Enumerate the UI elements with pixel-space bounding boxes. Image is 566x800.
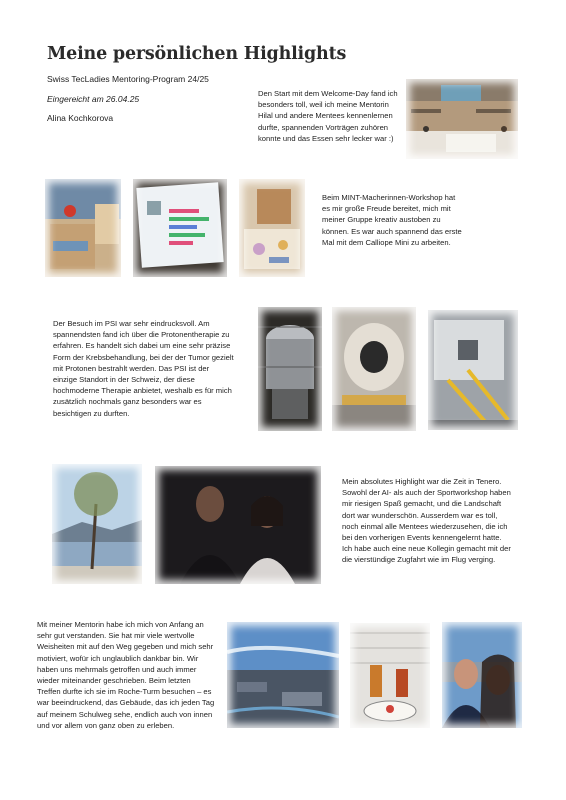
program-name: Swiss TecLadies Mentoring-Program 24/25 (47, 74, 209, 84)
author-name: Alina Kochkorova (47, 113, 114, 123)
psi-gantry-photo (428, 310, 518, 430)
tenero-night-selfie-photo (155, 466, 321, 584)
tenero-text: Mein absolutes Highlight war die Zeit in Tenero. Sowohl der AI- als auch der Sportworkshop haben mir riesigen Spaß gemacht, und die Landschaft dort war wunderschön. Ausserdem war es toll, noch einmal alle Mentees wiederzusehen, die ich bei den vorherigen Events kennengelernt hatte. Ich habe auch eine neue Kollegin gemacht mit der die vierstündige Zugfahrt wie im Flug verging. (342, 477, 511, 565)
welcome-day-text: Den Start mit dem Welcome-Day fand ich besonders toll, weil ich meine Mentorin Hilal und andere Mentees kennenlernen durfte, spannenden Vorträgen zuhören konnte und das Essen sehr lecker war :) (258, 89, 398, 143)
psi-treatment-room-photo (332, 307, 416, 431)
submission-date: Eingereicht am 26.04.25 (47, 94, 140, 104)
mentor-selfie-photo (442, 622, 522, 728)
tenero-lake-photo (52, 464, 142, 584)
mentor-text: Mit meiner Mentorin habe ich mich von Anfang an sehr gut verstanden. Sie hat mir viele wertvolle Weisheiten mit auf den Weg gegeben und mich sehr motiviert, wofür ich unglaublich dankbar bin. Wir haben uns mehrmals getroffen und auch immer wieder miteinander geschrieben. Beim letzten Treffen durfte ich sie im Roche-Turm besuchen – es war beeindruckend, das Gebäude, das ich jeden Tag auf meinem Schulweg sehe, endlich auch von innen und vor allem von ganz oben zu erleben. (37, 620, 215, 730)
workshop-boxes-photo (45, 179, 121, 277)
psi-machine-photo (258, 307, 322, 431)
roche-drinks-photo (350, 623, 430, 728)
page-title: Meine persönlichen Highlights (47, 44, 347, 64)
roche-tower-view-photo (227, 622, 339, 728)
welcome-day-hall-photo (406, 79, 518, 159)
calliope-coding-photo (133, 179, 227, 277)
workshop-text: Beim MINT-Macherinnen-Workshop hat es mir große Freude bereitet, mich mit meiner Gruppe kreativ austoben zu können. Es war auch spannend das erste Mal mit dem Calliope Mini zu arbeiten. (322, 193, 462, 247)
psi-visit-text: Der Besuch im PSI war sehr eindrucksvoll. Am spannendsten fand ich über die Protonentherapie zu erfahren. Es handelt sich dabei um eine sehr präzise Form der Krebsbehandlung, bei der der Tumor gezielt mit Protonen bestrahlt werden. Das PSI ist der einzige Standort in der Schweiz, der diese hochmoderne Therapie anbietet, weshalb es für mich zusätzlich nochmals ganz besonders war es besichtigen zu durften. (53, 319, 234, 418)
workshop-crafting-photo (239, 179, 305, 277)
